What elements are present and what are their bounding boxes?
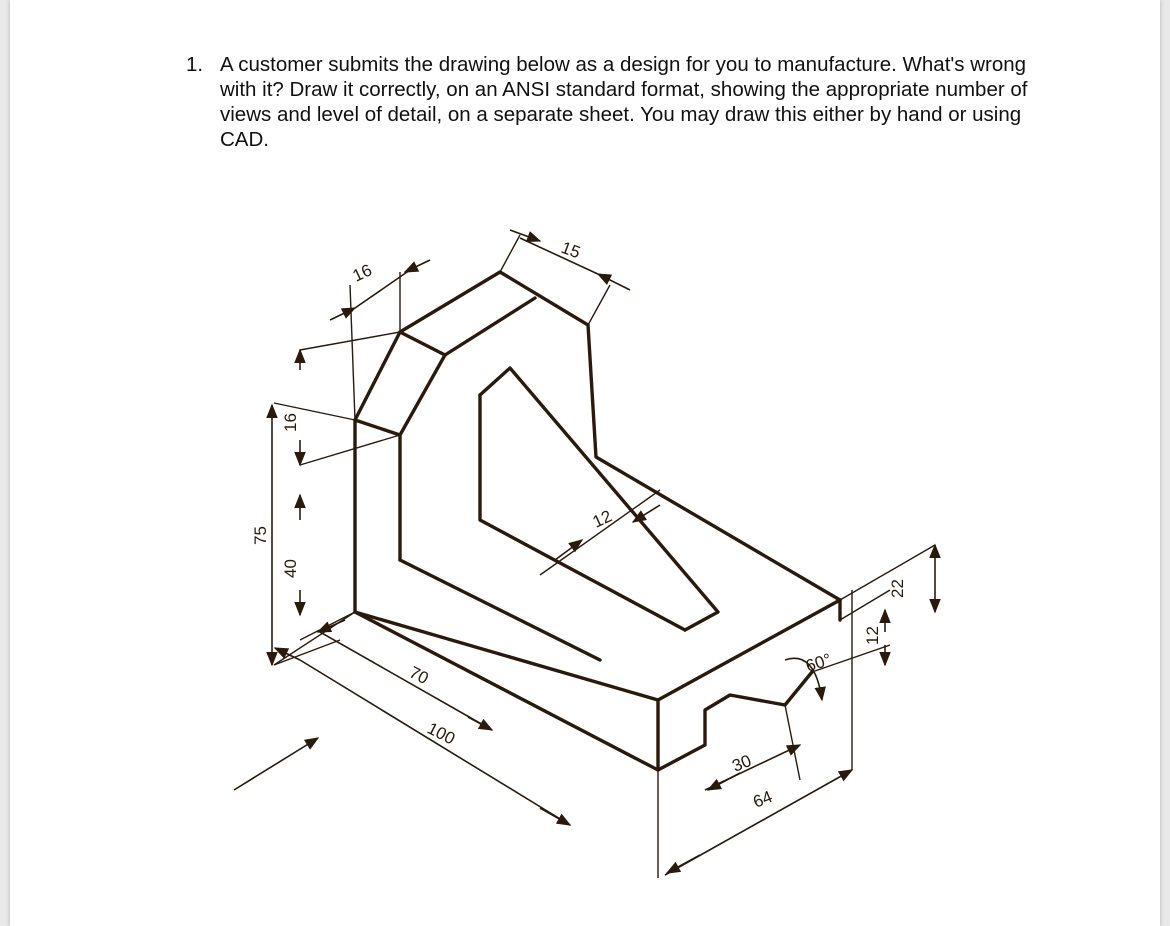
dim-22: 22	[888, 579, 907, 598]
dim-60-deg: 60°	[803, 649, 834, 676]
dim-15: 15	[558, 237, 583, 263]
dim-30: 30	[729, 751, 755, 776]
dimension-lines	[234, 230, 935, 875]
dim-75: 75	[251, 526, 270, 545]
dim-12-right: 12	[863, 626, 882, 645]
dim-40: 40	[281, 559, 300, 578]
question-number: 1.	[186, 53, 204, 76]
question-text: A customer submits the drawing below as a design for you to manufacture. What's wrong with it? Draw it correctly, on an ANSI standard format, showing the appropriate number of views and level of detail, on a separate sheet. You may draw this either by hand or using CAD.	[220, 53, 1028, 151]
dim-70: 70	[406, 662, 432, 689]
dim-64: 64	[750, 787, 776, 812]
dimension-labels	[251, 238, 907, 812]
extension-lines	[274, 235, 935, 878]
dim-16-top: 16	[349, 260, 375, 286]
dim-12-rib: 12	[589, 506, 615, 532]
dim-100: 100	[424, 718, 459, 749]
dim-16-side: 16	[281, 413, 300, 432]
